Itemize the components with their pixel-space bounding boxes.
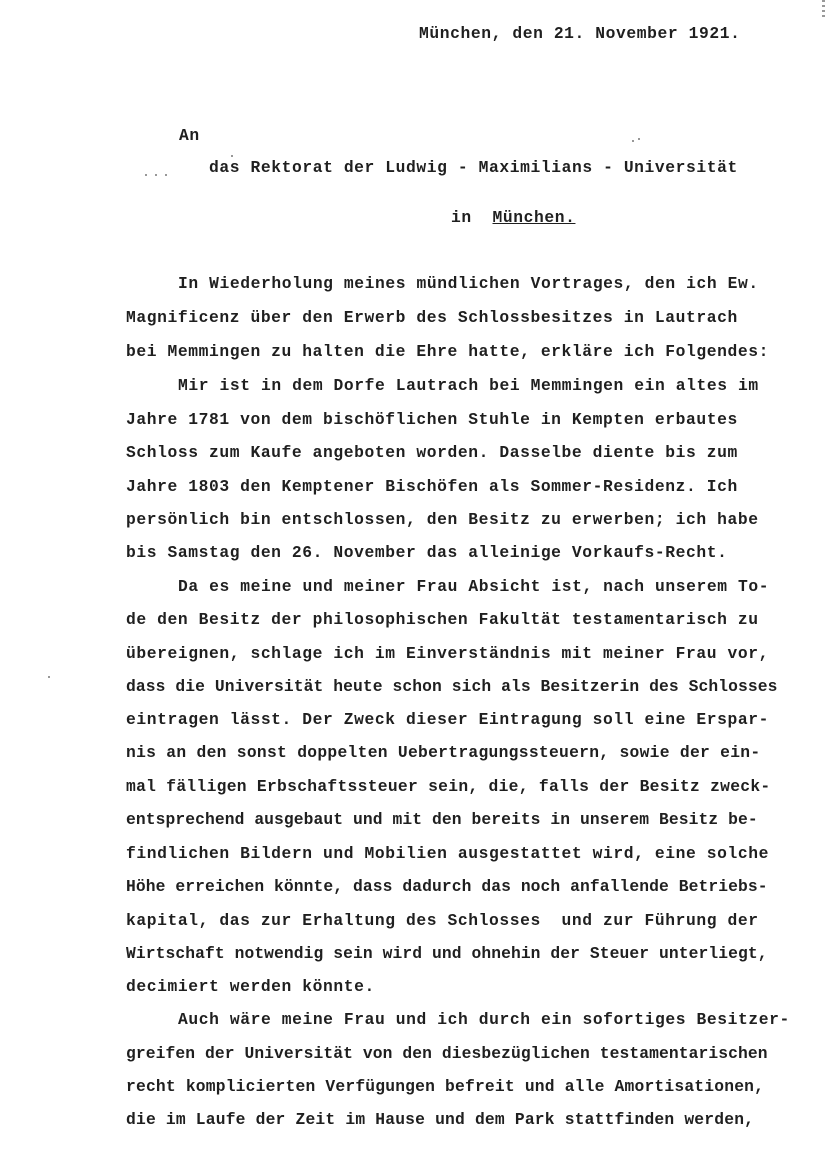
body-line: mal fälligen Erbschaftssteuer sein, die, falls der Besitz zweck-: [126, 777, 771, 796]
body-line: Auch wäre meine Frau und ich durch ein sofortiges Besitzer-: [178, 1010, 790, 1029]
scan-speck: [165, 174, 167, 176]
body-line: greifen der Universität von den diesbezüglichen testamentarischen: [126, 1044, 768, 1063]
body-line: Höhe erreichen könnte, dass dadurch das noch anfallende Betriebs-: [126, 877, 768, 896]
body-line: Jahre 1781 von dem bischöflichen Stuhle in Kempten erbautes: [126, 410, 738, 429]
body-line: recht komplicierten Verfügungen befreit und alle Amortisationen,: [126, 1077, 765, 1096]
recipient-city: München.: [492, 208, 576, 227]
body-line: bei Memmingen zu halten die Ehre hatte, erkläre ich Folgendes:: [126, 342, 769, 361]
body-line: findlichen Bildern und Mobilien ausgestattet wird, eine solche: [126, 844, 769, 863]
body-line: In Wiederholung meines mündlichen Vortrages, den ich Ew.: [178, 274, 759, 293]
body-line: eintragen lässt. Der Zweck dieser Eintragung soll eine Erspar-: [126, 710, 769, 729]
scan-edge: [822, 0, 825, 18]
scan-speck: [632, 140, 634, 142]
scan-speck: [638, 138, 640, 140]
body-line: kapital, das zur Erhaltung des Schlosses und zur Führung der: [126, 911, 759, 930]
city-prefix: in: [451, 208, 472, 227]
date-line: München, den 21. November 1921.: [419, 24, 741, 43]
body-line: de den Besitz der philosophischen Fakultät testamentarisch zu: [126, 610, 759, 629]
scan-speck: [155, 174, 157, 176]
recipient-city-line: [451, 208, 575, 228]
body-line: Da es meine und meiner Frau Absicht ist, nach unserem To-: [178, 577, 770, 596]
body-line: dass die Universität heute schon sich als Besitzerin des Schlosses: [126, 677, 778, 696]
body-line: decimiert werden könnte.: [126, 977, 375, 996]
body-line: Magnificenz über den Erwerb des Schlossbesitzes in Lautrach: [126, 308, 738, 327]
body-line: Jahre 1803 den Kemptener Bischöfen als Sommer-Residenz. Ich: [126, 477, 738, 496]
body-line: bis Samstag den 26. November das alleinige Vorkaufs-Recht.: [126, 543, 728, 562]
body-line: entsprechend ausgebaut und mit den bereits in unserem Besitz be-: [126, 810, 758, 829]
scan-speck: [231, 155, 233, 157]
body-line: Schloss zum Kaufe angeboten worden. Dasselbe diente bis zum: [126, 443, 738, 462]
scan-speck: [48, 676, 50, 678]
salutation-to: An: [179, 126, 200, 145]
scan-speck: [145, 174, 147, 176]
body-line: Mir ist in dem Dorfe Lautrach bei Memmingen ein altes im: [178, 376, 759, 395]
body-line: Wirtschaft notwendig sein wird und ohnehin der Steuer unterliegt,: [126, 944, 768, 963]
recipient-line: das Rektorat der Ludwig - Maximilians - Universität: [209, 158, 738, 177]
body-line: die im Laufe der Zeit im Hause und dem Park stattfinden werden,: [126, 1110, 755, 1129]
body-line: übereignen, schlage ich im Einverständnis mit meiner Frau vor,: [126, 644, 769, 663]
body-line: nis an den sonst doppelten Uebertragungssteuern, sowie der ein-: [126, 743, 761, 762]
body-line: persönlich bin entschlossen, den Besitz zu erwerben; ich habe: [126, 510, 759, 529]
